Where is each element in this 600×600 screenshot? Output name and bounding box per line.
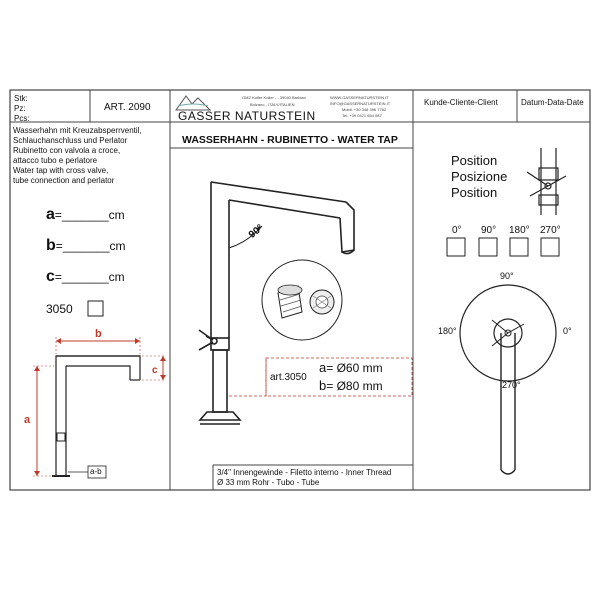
dimension-label-a: a	[24, 414, 31, 426]
description-line-2: Schlauchanschluss und Perlator	[13, 136, 128, 145]
description-line-4: attacco tubo e perlatore	[13, 156, 98, 165]
company-phone: Tel: +39 0471 654 087	[342, 113, 382, 118]
dimension-a-row[interactable]	[46, 207, 125, 223]
logo-water-icon	[178, 104, 208, 106]
position-checkbox-0[interactable]	[447, 238, 465, 256]
thread-note-2: Ø 33 mm Rohr - Tubo - Tube	[217, 478, 320, 487]
dimension-b-field[interactable]: =_______cm	[55, 239, 126, 253]
pz-label: Pz:	[14, 104, 26, 113]
position-title-de: Position	[451, 153, 498, 168]
company-email: INFO@GASSERNATURSTEIN.IT	[330, 101, 391, 106]
customer-label: Kunde-Cliente-Client	[424, 98, 498, 107]
dimension-label-ab: a-b	[90, 467, 102, 476]
position-valve-icon	[527, 148, 566, 215]
description-line-5: Water tap with cross valve,	[13, 166, 109, 175]
top-view-label-180: 180°	[438, 326, 457, 336]
dimension-c-field[interactable]: =_______cm	[54, 270, 125, 284]
description-line-1: Wasserhahn mit Kreuzabsperrventil,	[13, 126, 142, 135]
position-checkbox-180[interactable]	[510, 238, 528, 256]
dimension-a-field[interactable]: =_______cm	[54, 208, 125, 222]
perlator-detail	[262, 260, 342, 340]
option-3050-label: 3050	[46, 302, 73, 316]
position-option-0: 0°	[452, 225, 462, 236]
top-view-label-90: 90°	[500, 271, 514, 281]
article-box-a-value: = Ø60 mm	[326, 361, 383, 375]
position-title-en: Position	[451, 185, 498, 200]
angle-label: 90°	[246, 222, 266, 241]
company-website: WWW.GASSERNATURSTEIN.IT	[330, 95, 389, 100]
position-option-90: 90°	[481, 225, 497, 236]
article-box-b-letter: b	[319, 378, 327, 393]
article-box-b-line	[319, 378, 383, 394]
description-line-6: tube connection and perlator	[13, 176, 115, 185]
position-option-180: 180°	[509, 225, 530, 236]
company-mobile: Mobil: +39 348 396 7762	[342, 107, 387, 112]
dimension-c-row[interactable]	[46, 269, 125, 285]
drawing-title: WASSERHAHN - RUBINETTO - WATER TAP	[182, 134, 398, 146]
position-title-it: Posizione	[451, 169, 508, 184]
article-leader-line	[229, 360, 266, 396]
thread-note-1: 3/4" Innengewinde - Filetto interno - Inner Thread	[217, 468, 392, 477]
top-view-label-270: 270°	[502, 380, 521, 390]
logo-mountain-icon	[176, 96, 210, 110]
position-option-270: 270°	[540, 225, 561, 236]
dimension-label-c: c	[152, 365, 158, 376]
small-dimension-drawing	[33, 337, 166, 478]
dimension-b-letter: b	[46, 237, 56, 254]
pcs-label: Pcs:	[14, 114, 30, 123]
dimension-b-row[interactable]	[46, 238, 126, 254]
dimension-a-letter: a	[46, 206, 55, 223]
company-address-2: Bolzano - ITALY/ITALIEN	[250, 102, 295, 107]
article-number: ART. 2090	[104, 102, 151, 113]
article-box-label: art.3050	[270, 372, 307, 383]
description-line-3: Rubinetto con valvola a croce,	[13, 146, 121, 155]
article-box-b-value: = Ø80 mm	[326, 379, 383, 393]
article-box-a-letter: a	[319, 360, 327, 375]
article-box-a-line	[319, 360, 383, 376]
stk-label: Stk:	[14, 94, 28, 103]
company-address-1: GMZ Kofler Koller - - 39040 Barbian	[242, 95, 306, 100]
option-3050-checkbox[interactable]	[88, 301, 103, 316]
position-checkbox-270[interactable]	[541, 238, 559, 256]
dimension-c-letter: c	[46, 268, 55, 285]
date-label: Datum-Data-Date	[521, 98, 584, 107]
company-logo-text: GASSER NATURSTEIN	[178, 109, 316, 123]
position-checkbox-90[interactable]	[479, 238, 497, 256]
dimension-label-b: b	[95, 328, 102, 340]
top-view-label-0: 0°	[563, 326, 572, 336]
